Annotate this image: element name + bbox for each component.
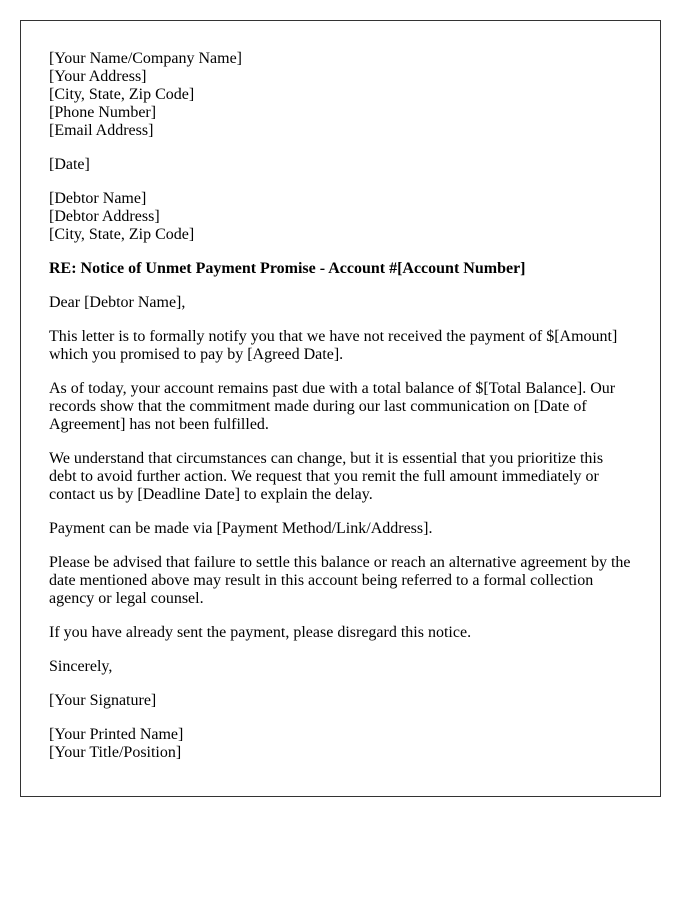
signer-block xyxy=(49,726,632,762)
subject-line: RE: Notice of Unmet Payment Promise - Account #[Account Number] xyxy=(49,260,526,277)
body-paragraph-5: Please be advised that failure to settle this balance or reach an alternative agreement by the date mentioned above may result in this account being referred to a formal collection agency or legal counsel. xyxy=(49,554,631,607)
body-paragraph-6: If you have already sent the payment, please disregard this notice. xyxy=(49,624,472,641)
sender-email: [Email Address] xyxy=(49,122,154,139)
signature-placeholder: [Your Signature] xyxy=(49,692,157,709)
letter-document xyxy=(20,20,661,797)
salutation: Dear [Debtor Name], xyxy=(49,294,186,311)
letter-date: [Date] xyxy=(49,156,90,173)
signer-printed-name: [Your Printed Name] xyxy=(49,726,184,743)
sender-name: [Your Name/Company Name] xyxy=(49,50,243,67)
recipient-city-state-zip: [City, State, Zip Code] xyxy=(49,226,195,243)
recipient-address: [Debtor Address] xyxy=(49,208,160,225)
body-paragraph-1: This letter is to formally notify you that we have not received the payment of $[Amount] which you promised to pay by [Agreed Date]. xyxy=(49,328,618,363)
body-paragraph-3: We understand that circumstances can change, but it is essential that you prioritize this debt to avoid further action. We request that you remit the full amount immediately or contact us by [Deadline Date] to explain the delay. xyxy=(49,450,604,503)
body-paragraph-2: As of today, your account remains past due with a total balance of $[Total Balance]. Our records show that the commitment made during our last communication on [Date of Agreement] has not been fulfilled. xyxy=(49,380,616,433)
sender-city-state-zip: [City, State, Zip Code] xyxy=(49,86,195,103)
signer-title: [Your Title/Position] xyxy=(49,744,182,761)
body-paragraph-4: Payment can be made via [Payment Method/Link/Address]. xyxy=(49,520,433,537)
recipient-address-block xyxy=(49,190,632,244)
sender-address-block xyxy=(49,50,632,140)
closing: Sincerely, xyxy=(49,658,113,675)
sender-phone: [Phone Number] xyxy=(49,104,157,121)
recipient-name: [Debtor Name] xyxy=(49,190,147,207)
sender-address: [Your Address] xyxy=(49,68,147,85)
